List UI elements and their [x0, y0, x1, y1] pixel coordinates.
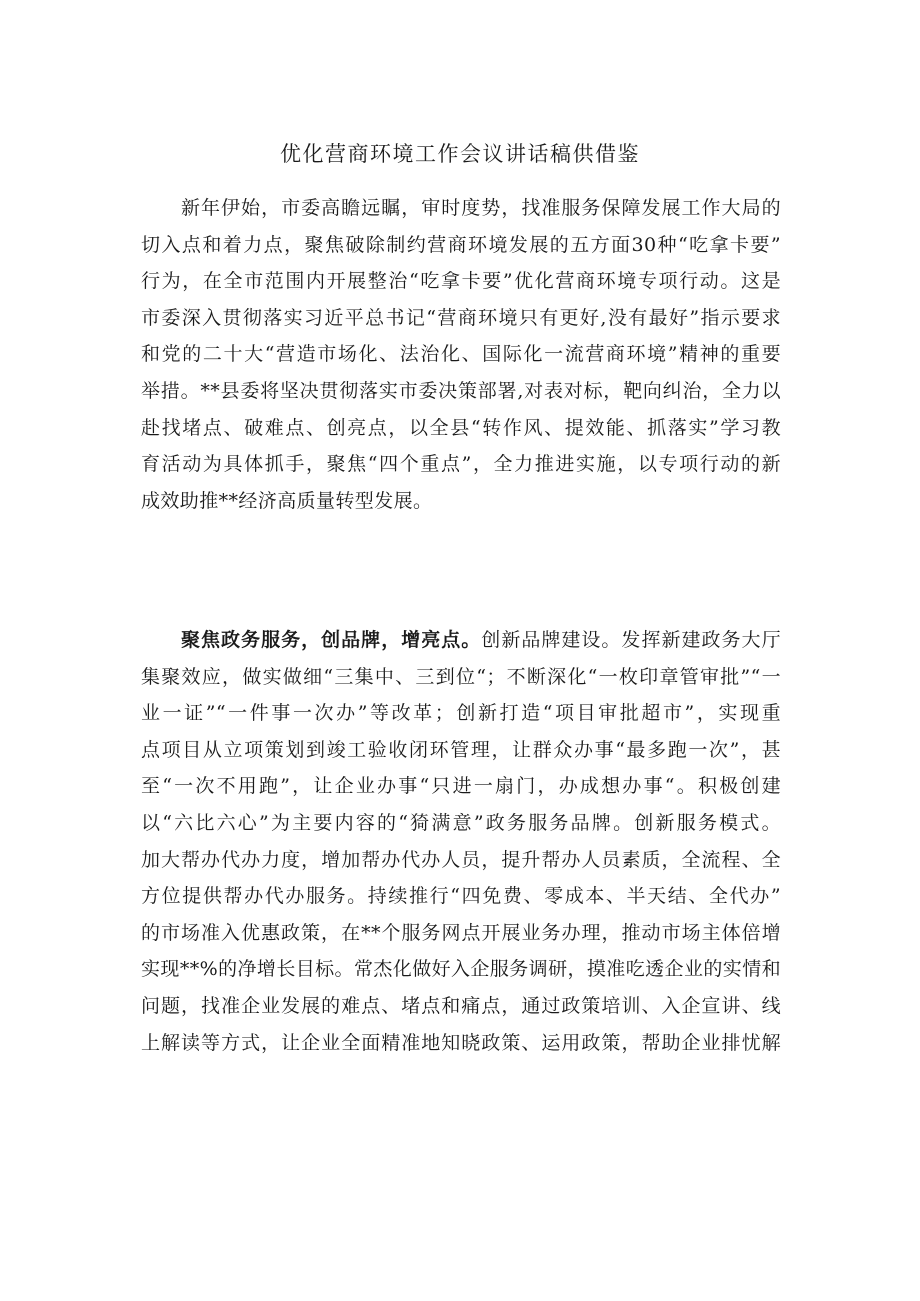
paragraph-line: 集聚效应，做实做细“三集中、三到位“；不断深化“一枚印章管审批”“一	[141, 665, 781, 688]
paragraph-line: 上解读等方式，让企业全面精准地知晓政策、运用政策，帮助企业排忧解	[141, 1031, 781, 1054]
paragraph-line: 和党的二十大“营造市场化、法治化、国际化一流营商环境”精神的重要	[141, 343, 781, 366]
paragraph-intro	[141, 190, 781, 519]
paragraph-line: 行为，在全市范围内开展整治“吃拿卡要”优化营商环境专项行动。这是	[141, 270, 781, 293]
paragraph-line: 举措。**县委将坚决贯彻落实市委决策部署,对表对标，靶向纠治，全力以	[141, 379, 781, 402]
paragraph-line: 赴找堵点、破难点、创亮点，以全县“转作风、提效能、抓落实”学习教	[141, 416, 781, 439]
paragraph-line: 的市场准入优惠政策，在**个服务网点开展业务办理，推动市场主体倍增	[141, 921, 781, 944]
section-heading: 聚焦政务服务，创品牌，增亮点。	[181, 629, 482, 651]
paragraph-line: 切入点和着力点，聚焦破除制约营商环境发展的五方面30种“吃拿卡要”	[141, 233, 781, 256]
paragraph-line: 业一证”“一件事一次办”等改革；创新打造“项目审批超市”，实现重	[141, 702, 781, 725]
paragraph-line-text: 创新品牌建设。发挥新建政务大厅	[481, 629, 781, 651]
paragraph-first-line	[141, 622, 781, 659]
paragraph-line: 方位提供帮办代办服务。持续推行“四免费、零成本、半天结、全代办”	[141, 885, 781, 908]
paragraph-line: 点项目从立项策划到竣工验收闭环管理，让群众办事“最多跑一次”，甚	[141, 738, 781, 761]
paragraph-line: 以“六比六心”为主要内容的“猗满意”政务服务品牌。创新服务模式。	[141, 811, 781, 834]
paragraph-line: 问题，找准企业发展的难点、堵点和痛点，通过政策培训、入企宣讲、线	[141, 994, 781, 1017]
paragraph-line: 市委深入贯彻落实习近平总书记“营商环境只有更好,没有最好”指示要求	[141, 306, 781, 329]
document-title: 优化营商环境工作会议讲话稿供借鉴	[280, 142, 640, 166]
paragraph-line: 新年伊始，市委高瞻远瞩，审时度势，找准服务保障发展工作大局的	[181, 197, 781, 219]
paragraph-line: 成效助推**经济高质量转型发展。	[141, 489, 433, 512]
paragraph-government-services	[141, 622, 781, 1061]
paragraph-line: 加大帮办代办力度，增加帮办代办人员，提升帮办人员素质，全流程、全	[141, 848, 781, 871]
paragraph-line: 实现**%的净增长目标。常杰化做好入企服务调研，摸准吃透企业的实情和	[141, 958, 781, 981]
paragraph-line: 育活动为具体抓手，聚焦“四个重点”，全力推进实施，以专项行动的新	[141, 453, 781, 476]
paragraph-line: 至“一次不用跑”，让企业办事“只进一扇门，办成想办事“。积极创建	[141, 775, 781, 798]
